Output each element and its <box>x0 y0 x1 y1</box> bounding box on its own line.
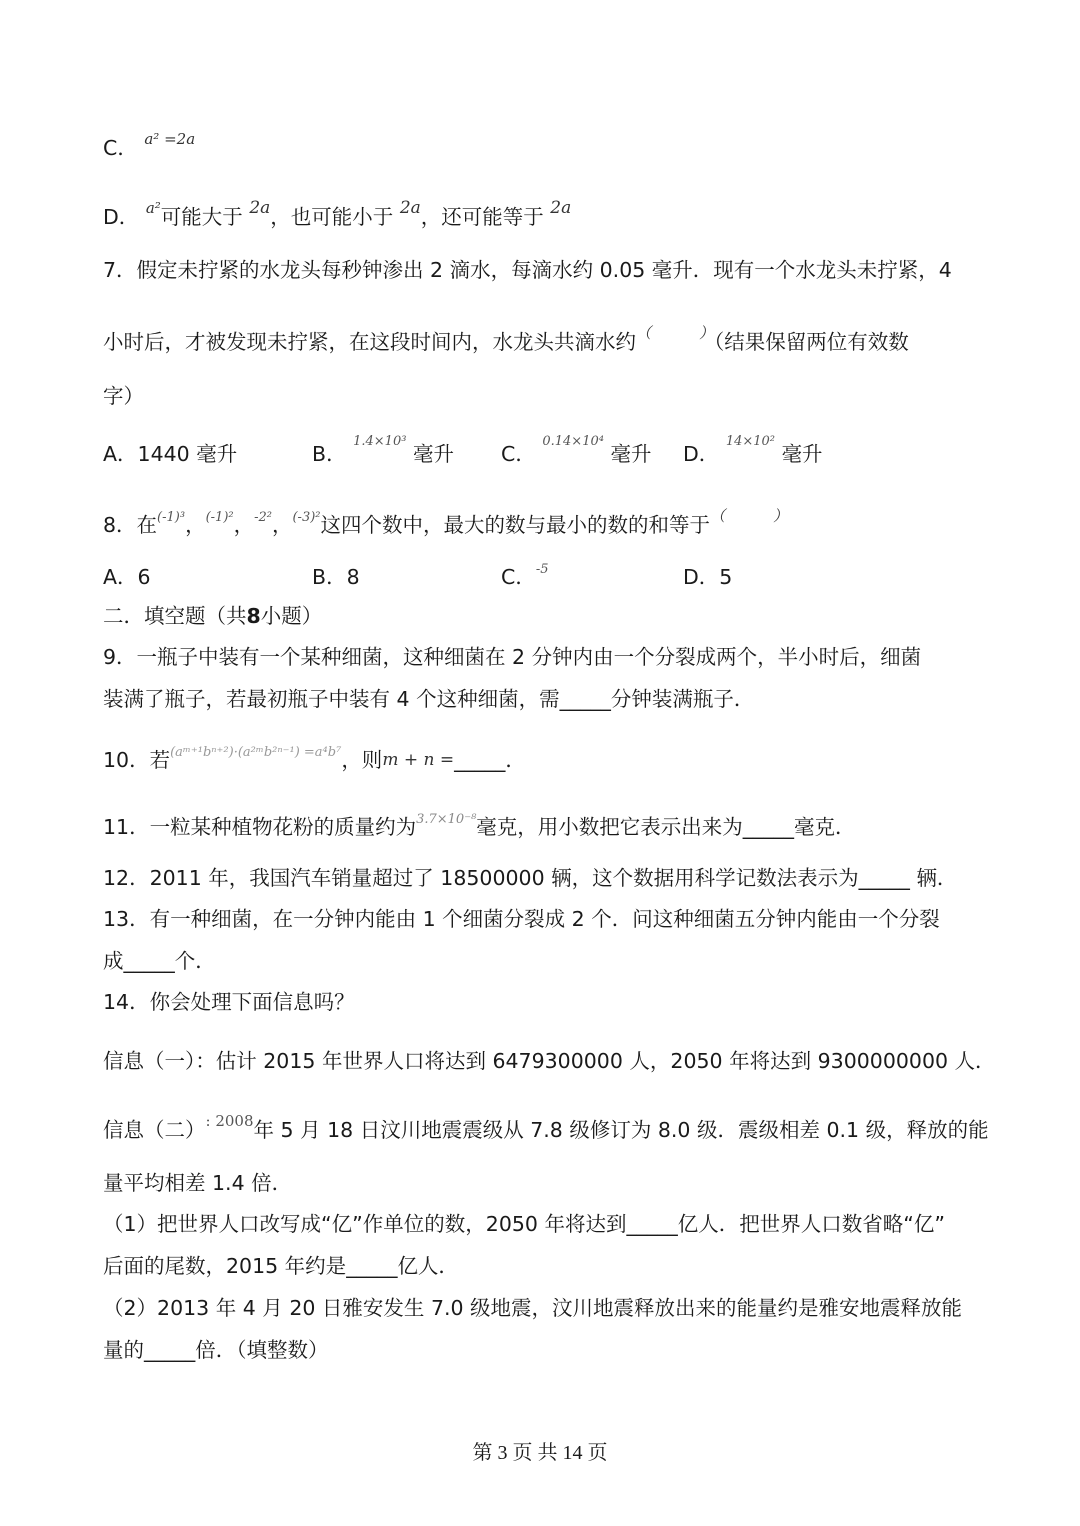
q9-line2 <box>103 685 980 713</box>
math-expression: 1.4×10³ <box>353 434 407 449</box>
question-text: 辆． <box>916 866 958 890</box>
q7-option-c <box>501 434 652 472</box>
answer-blank[interactable]: _____ <box>346 1254 398 1278</box>
question-text: 小时后，才被发现未拧紧，在这段时间内，水龙头共滴水约 <box>103 330 636 354</box>
option-label: C． <box>501 442 536 466</box>
option-label: C． <box>103 136 138 160</box>
question-text: 倍．（填整数） <box>195 1338 329 1362</box>
q7-line1: 7．假定未拧紧的水龙头每秒钟渗出 2 滴水，每滴水约 0.05 毫升．现有一个水龙头未拧紧，4 <box>103 258 952 282</box>
math-expression: -5 <box>535 562 549 577</box>
option-text: 6 <box>137 565 151 589</box>
q13-line2 <box>103 947 980 975</box>
math-expression: m + n = <box>382 750 455 770</box>
option-text: ，也可能小于 <box>270 205 394 229</box>
math-expression: a² <box>145 199 161 217</box>
math-expression: (-1)² <box>205 510 234 525</box>
question-text: 这四个数中，最大的数与最小的数的和等于 <box>320 513 711 537</box>
option-text: 1440 毫升 <box>137 442 238 466</box>
math-expression: 3.7×10⁻⁸ <box>416 812 477 827</box>
option-label: D． <box>683 442 720 466</box>
q8-option-b <box>312 563 360 591</box>
question-text: 个． <box>174 949 216 973</box>
math-expression: -2² <box>254 510 272 525</box>
question-text: 装满了瓶子，若最初瓶子中装有 4 个这种细菌，需 <box>103 687 560 711</box>
option-label: A． <box>103 565 138 589</box>
answer-blank[interactable]: _____ <box>559 687 611 711</box>
q11-line <box>103 813 980 845</box>
answer-paren: （ <box>636 324 652 342</box>
question-text: 8．在 <box>103 513 158 537</box>
option-text: 毫升 <box>781 442 823 466</box>
q7-option-a <box>103 440 237 468</box>
answer-paren: ） <box>699 324 715 342</box>
question-text: ，则 <box>341 748 383 772</box>
math-expression: 2a <box>550 198 572 218</box>
q6-option-d <box>103 198 980 233</box>
q8-option-a <box>103 563 151 591</box>
answer-blank[interactable]: _____ <box>454 748 506 772</box>
q6-option-c <box>103 130 980 164</box>
answer-blank[interactable]: _____ <box>144 1338 196 1362</box>
question-text: 年 5 月 18 日汶川地震震级从 7.8 级修订为 8.0 级．震级相差 0.1 级，释放的能 <box>253 1118 989 1142</box>
q8-option-c <box>501 563 549 595</box>
question-text: （1）把世界人口改写成“亿”作单位的数，2050 年将达到 <box>103 1212 627 1236</box>
option-label: C． <box>501 565 536 589</box>
q7-option-d <box>683 434 823 472</box>
q7-line2 <box>103 324 980 358</box>
math-expression: 14×10² <box>725 434 776 449</box>
answer-paren: ） <box>773 507 789 525</box>
math-expression: (aᵐ⁺¹bⁿ⁺²)·(a²ᵐb²ⁿ⁻¹) =a⁴b⁷ <box>170 745 342 760</box>
question-text: 成 <box>103 949 124 973</box>
section-title-text: 二．填空题（共 <box>103 604 247 628</box>
question-text: 亿人．把世界人口数省略“亿” <box>677 1212 945 1236</box>
option-text: 毫升 <box>412 442 454 466</box>
q8-option-d <box>683 563 732 591</box>
option-label: B． <box>312 442 347 466</box>
question-text: ． <box>505 748 526 772</box>
question-text: 毫克，用小数把它表示出来为 <box>476 815 743 839</box>
option-text: ，还可能等于 <box>420 205 544 229</box>
q14-info2-cont: 量平均相差 1.4 倍． <box>103 1171 293 1195</box>
question-text: 量的 <box>103 1338 144 1362</box>
q7-line3: 字） <box>103 384 144 408</box>
question-text: 12．2011 年，我国汽车销量超过了 18500000 辆，这个数据用科学记数法表示为 <box>103 866 859 890</box>
page-number-footer: 第 3 页 共 14 页 <box>472 1442 608 1464</box>
option-text: 可能大于 <box>160 205 243 229</box>
math-expression: : 2008 <box>205 1112 254 1130</box>
q14-part2-line2 <box>103 1336 980 1364</box>
math-expression: (-1)³ <box>157 510 186 525</box>
question-text: 信息（二） <box>103 1118 206 1142</box>
q10-line <box>103 746 980 778</box>
option-text: 毫升 <box>610 442 652 466</box>
section-title-text: 小题） <box>260 604 323 628</box>
q12-line <box>103 864 980 892</box>
question-text: 分钟装满瓶子． <box>610 687 755 711</box>
option-label: D． <box>103 205 140 229</box>
question-text: 亿人． <box>397 1254 459 1278</box>
math-expression: a² =2a <box>144 130 196 148</box>
option-label: A． <box>103 442 138 466</box>
q14-info2 <box>103 1112 989 1146</box>
q7-option-b <box>312 434 454 472</box>
q14-part2-line1: （2）2013 年 4 月 20 日雅安发生 7.0 级地震，汶川地震释放出来的能量约是雅安地震释放能 <box>103 1296 963 1320</box>
q14-part1-line2 <box>103 1252 980 1280</box>
q8-stem: 8．在$^{(-1)^3}$，$^{(-1)^2}$，$^{-2^2}$，$^{(-3)^2}$这四个数中，最大的数与最小的数的和等于（ ） <box>103 507 789 537</box>
option-label: D． <box>683 565 720 589</box>
q14-info1: 信息（一）：估计 2015 年世界人口将达到 6479300000 人，2050 年将达到 9300000000 人． <box>103 1049 996 1073</box>
answer-blank[interactable]: _____ <box>626 1212 678 1236</box>
question-text: 后面的尾数，2015 年约是 <box>103 1254 347 1278</box>
option-text: 5 <box>719 565 733 589</box>
math-expression: 2a <box>399 198 421 218</box>
question-text: 10．若 <box>103 748 171 772</box>
question-text: （结果保留两位有效数 <box>714 330 909 354</box>
math-expression: 0.14×10⁴ <box>542 434 604 449</box>
math-expression: (-3)² <box>292 510 321 525</box>
q13-line1: 13．有一种细菌，在一分钟内能由 1 个细菌分裂成 2 个．问这种细菌五分钟内能由一个分裂 <box>103 907 940 931</box>
question-text: 11．一粒某种植物花粉的质量约为 <box>103 815 417 839</box>
question-text: 毫克． <box>794 815 856 839</box>
q9-line1: 9．一瓶子中装有一个某种细菌，这种细菌在 2 分钟内由一个分裂成两个，半小时后，细菌 <box>103 645 922 669</box>
section-question-count: 8 <box>246 604 261 628</box>
math-expression: 2a <box>249 198 271 218</box>
answer-paren: （ <box>710 507 726 525</box>
q14-title: 14．你会处理下面信息吗？ <box>103 990 355 1014</box>
answer-blank[interactable]: _____ <box>742 815 795 839</box>
q14-part1-line1 <box>103 1210 980 1238</box>
section-title <box>103 602 980 630</box>
option-label: B． <box>312 565 347 589</box>
option-text: 8 <box>346 565 360 589</box>
answer-blank[interactable]: _____ <box>123 949 175 973</box>
answer-blank[interactable]: _____ <box>858 866 910 890</box>
